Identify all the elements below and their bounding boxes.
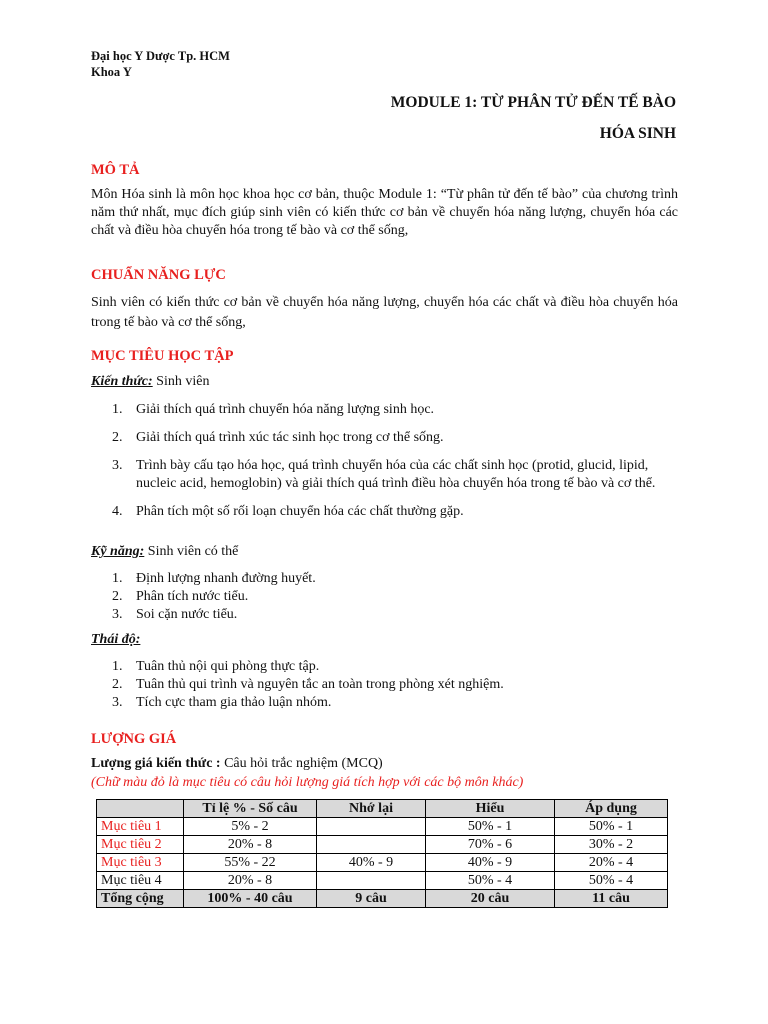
table-header-cell: Áp dụng xyxy=(555,800,668,818)
section-heading-objectives: MỤC TIÊU HỌC TẬP xyxy=(91,348,234,364)
knowledge-list xyxy=(112,401,678,531)
list-item: 3. Tích cực tham gia thảo luận nhóm. xyxy=(112,695,332,710)
table-header-cell: Nhớ lại xyxy=(317,800,426,818)
list-item: 3. Soi cặn nước tiểu. xyxy=(112,607,238,622)
table-cell: 50% - 4 xyxy=(426,872,555,890)
table-header-cell xyxy=(97,800,184,818)
list-item: 1. Tuân thủ nội qui phòng thực tập. xyxy=(112,659,320,674)
competency-paragraph: Sinh viên có kiến thức cơ bản về chuyển hóa năng lượng, chuyển hóa các chất và điều hòa chuyển hóa trong tế bào và cơ thể sống, xyxy=(91,295,678,330)
section-heading-competency: CHUẨN NĂNG LỰC xyxy=(91,267,226,283)
row-label: Mục tiêu 2 xyxy=(97,836,184,854)
table-cell xyxy=(317,872,426,890)
list-item: 2. Tuân thủ qui trình và nguyên tắc an toàn trong phòng xét nghiệm. xyxy=(112,677,504,692)
table-cell xyxy=(317,818,426,836)
table-cell: 20% - 8 xyxy=(184,836,317,854)
table-header-row xyxy=(97,800,668,818)
table-row xyxy=(97,854,668,872)
table-row xyxy=(97,836,668,854)
list-item: 1. Định lượng nhanh đường huyết. xyxy=(112,571,316,586)
table-cell: 50% - 1 xyxy=(555,818,668,836)
table-cell: 20 câu xyxy=(426,890,555,908)
skills-suffix: Sinh viên có thể xyxy=(144,544,239,559)
module-title: MODULE 1: TỪ PHÂN TỬ ĐẾN TẾ BÀO xyxy=(390,94,676,111)
attitude-subheading xyxy=(91,632,140,648)
table-cell: 40% - 9 xyxy=(426,854,555,872)
knowledge-label: Kiến thức: xyxy=(91,374,153,389)
row-label: Mục tiêu 1 xyxy=(97,818,184,836)
subject-title: HÓA SINH xyxy=(599,125,676,142)
table-cell: 55% - 22 xyxy=(184,854,317,872)
table-cell: 50% - 4 xyxy=(555,872,668,890)
table-cell: 11 câu xyxy=(555,890,668,908)
table-cell: 100% - 40 câu xyxy=(184,890,317,908)
document-header xyxy=(91,48,230,80)
table-row xyxy=(97,818,668,836)
evaluation-table xyxy=(96,799,668,908)
table-cell: 30% - 2 xyxy=(555,836,668,854)
table-header-cell: Tỉ lệ % - Số câu xyxy=(184,800,317,818)
attitude-list xyxy=(112,658,678,712)
table-cell: 20% - 4 xyxy=(555,854,668,872)
skills-label: Kỹ năng: xyxy=(91,544,145,559)
knowledge-suffix: Sinh viên xyxy=(152,374,210,389)
evaluation-label: Lượng giá kiến thức : xyxy=(91,756,221,771)
table-cell: 50% - 1 xyxy=(426,818,555,836)
description-paragraph: Môn Hóa sinh là môn học khoa học cơ bản, thuộc Module 1: “Từ phân tử đến tế bào” của chương trình năm thứ nhất, mục đích giúp sinh viên có kiến thức cơ bản về chuyển hóa năng lượng, chuyển hóa các chất và điều hòa chuyển hóa trong tế bào và cơ thể sống, xyxy=(91,187,678,238)
table-cell: 20% - 8 xyxy=(184,872,317,890)
university-name: Đại học Y Dược Tp. HCM xyxy=(91,49,230,63)
list-item: 1. Giải thích quá trình chuyển hóa năng lượng sinh học. xyxy=(112,402,435,417)
table-cell: 9 câu xyxy=(317,890,426,908)
evaluation-method xyxy=(91,756,383,772)
table-row xyxy=(97,872,668,890)
section-heading-evaluation: LƯỢNG GIÁ xyxy=(91,731,177,747)
table-cell xyxy=(317,836,426,854)
evaluation-note: (Chữ màu đỏ là mục tiêu có câu hỏi lượng giá tích hợp với các bộ môn khác) xyxy=(91,775,524,790)
attitude-label: Thái độ: xyxy=(91,632,141,647)
section-heading-description: MÔ TẢ xyxy=(91,162,140,178)
list-item: 3. Trình bày cấu tạo hóa học, quá trình chuyển hóa của các chất sinh học (protid, glucid, lipid, nucleic acid, hemoglobin) và giải thích quá trình điều hòa chuyển hóa trong tế bào và cơ thể. xyxy=(112,458,656,491)
skills-list xyxy=(112,570,678,624)
list-item: 2. Giải thích quá trình xúc tác sinh học trong cơ thể sống. xyxy=(112,430,444,445)
list-item: 4. Phân tích một số rối loạn chuyển hóa các chất thường gặp. xyxy=(112,504,464,519)
total-label: Tổng cộng xyxy=(97,890,184,908)
faculty-name: Khoa Y xyxy=(91,65,132,79)
table-cell: 70% - 6 xyxy=(426,836,555,854)
row-label: Mục tiêu 3 xyxy=(97,854,184,872)
table-cell: 5% - 2 xyxy=(184,818,317,836)
table-cell: 40% - 9 xyxy=(317,854,426,872)
skills-subheading xyxy=(91,544,238,560)
list-item: 2. Phân tích nước tiểu. xyxy=(112,589,249,604)
row-label: Mục tiêu 4 xyxy=(97,872,184,890)
table-header-cell: Hiểu xyxy=(426,800,555,818)
knowledge-subheading xyxy=(91,374,209,390)
table-total-row xyxy=(97,890,668,908)
evaluation-method-text: Câu hỏi trắc nghiệm (MCQ) xyxy=(220,756,383,771)
